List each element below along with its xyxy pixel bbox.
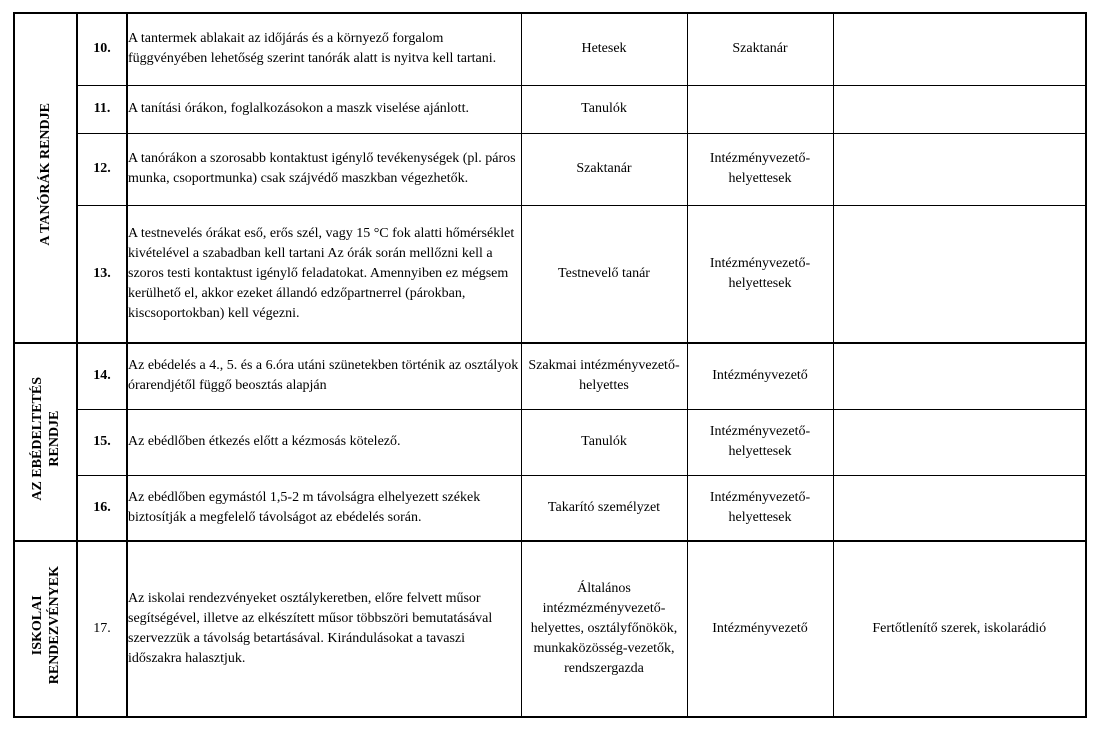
row-description: A testnevelés órákat eső, erős szél, vagy 15 °C fok alatti hőmérséklet kivételével a szabadban kell tartani Az órák során mellőzni kell a szoros testi kontaktust igénylő feladatokat. Amennyiben ez mégsem kerülhető el, akkor ezeket állandó edzőpartnerrel (párokban, kiscsoportokban) kell végezni. [127, 205, 521, 343]
row-number: 16. [77, 475, 127, 541]
row-responsible: Tanulók [521, 409, 687, 475]
section-label-lunch: AZ EBÉDELTETÉS RENDJE [14, 343, 77, 541]
row-controller [687, 85, 833, 133]
table-row [14, 409, 1086, 475]
row-description: Az ebédelés a 4., 5. és a 6.óra utáni szünetekben történik az osztályok órarendjétől függő beosztás alapján [127, 343, 521, 409]
row-resources [833, 343, 1086, 409]
row-number: 12. [77, 133, 127, 205]
row-number: 13. [77, 205, 127, 343]
row-controller: Szaktanár [687, 13, 833, 85]
row-description: Az iskolai rendezvényeket osztálykeretben, előre felvett műsor segítségével, illetve az elkészített műsor többszöri bemutatásával szervezzük a távolság betartásával. Kirándulásokat a tavaszi időszakra halasztjuk. [127, 541, 521, 717]
row-controller: Intézményvezető-helyettesek [687, 409, 833, 475]
row-number: 11. [77, 85, 127, 133]
row-controller: Intézményvezető-helyettesek [687, 475, 833, 541]
row-number: 14. [77, 343, 127, 409]
row-responsible: Szakmai intézményvezető-helyettes [521, 343, 687, 409]
row-resources [833, 133, 1086, 205]
row-description: A tanítási órákon, foglalkozásokon a maszk viselése ajánlott. [127, 85, 521, 133]
row-description: Az ebédlőben egymástól 1,5-2 m távolságra elhelyezett székek biztosítják a megfelelő távolságot az ebédelés során. [127, 475, 521, 541]
row-resources [833, 205, 1086, 343]
table-row [14, 13, 1086, 85]
row-resources [833, 85, 1086, 133]
row-responsible: Takarító személyzet [521, 475, 687, 541]
row-description: A tanórákon a szorosabb kontaktust igénylő tevékenységek (pl. páros munka, csoportmunka) csak szájvédő maszkban végezhetők. [127, 133, 521, 205]
row-resources: Fertőtlenítő szerek, iskolarádió [833, 541, 1086, 717]
measures-table [13, 12, 1087, 718]
row-resources [833, 475, 1086, 541]
row-responsible: Tanulók [521, 85, 687, 133]
row-number: 15. [77, 409, 127, 475]
table-row [14, 475, 1086, 541]
section-label-events: ISKOLAI RENDEZVÉNYEK [14, 541, 77, 717]
table-row [14, 133, 1086, 205]
row-resources [833, 409, 1086, 475]
table-row [14, 205, 1086, 343]
table-row [14, 541, 1086, 717]
row-controller: Intézményvezető-helyettesek [687, 205, 833, 343]
row-description: A tantermek ablakait az időjárás és a környező forgalom függvényében lehetőség szerint tanórák alatt is nyitva kell tartani. [127, 13, 521, 85]
table-row [14, 343, 1086, 409]
row-number: 17. [77, 541, 127, 717]
row-responsible: Szaktanár [521, 133, 687, 205]
row-resources [833, 13, 1086, 85]
row-responsible: Hetesek [521, 13, 687, 85]
row-responsible: Testnevelő tanár [521, 205, 687, 343]
row-controller: Intézményvezető [687, 541, 833, 717]
section-label-lessons: A TANÓRÁK RENDJE [14, 13, 77, 343]
row-responsible: Általános intézmézményvezető-helyettes, osztályfőnökök, munkaközösség-vezetők, rendszergazda [521, 541, 687, 717]
row-controller: Intézményvezető-helyettesek [687, 133, 833, 205]
table-row [14, 85, 1086, 133]
row-number: 10. [77, 13, 127, 85]
row-description: Az ebédlőben étkezés előtt a kézmosás kötelező. [127, 409, 521, 475]
row-controller: Intézményvezető [687, 343, 833, 409]
